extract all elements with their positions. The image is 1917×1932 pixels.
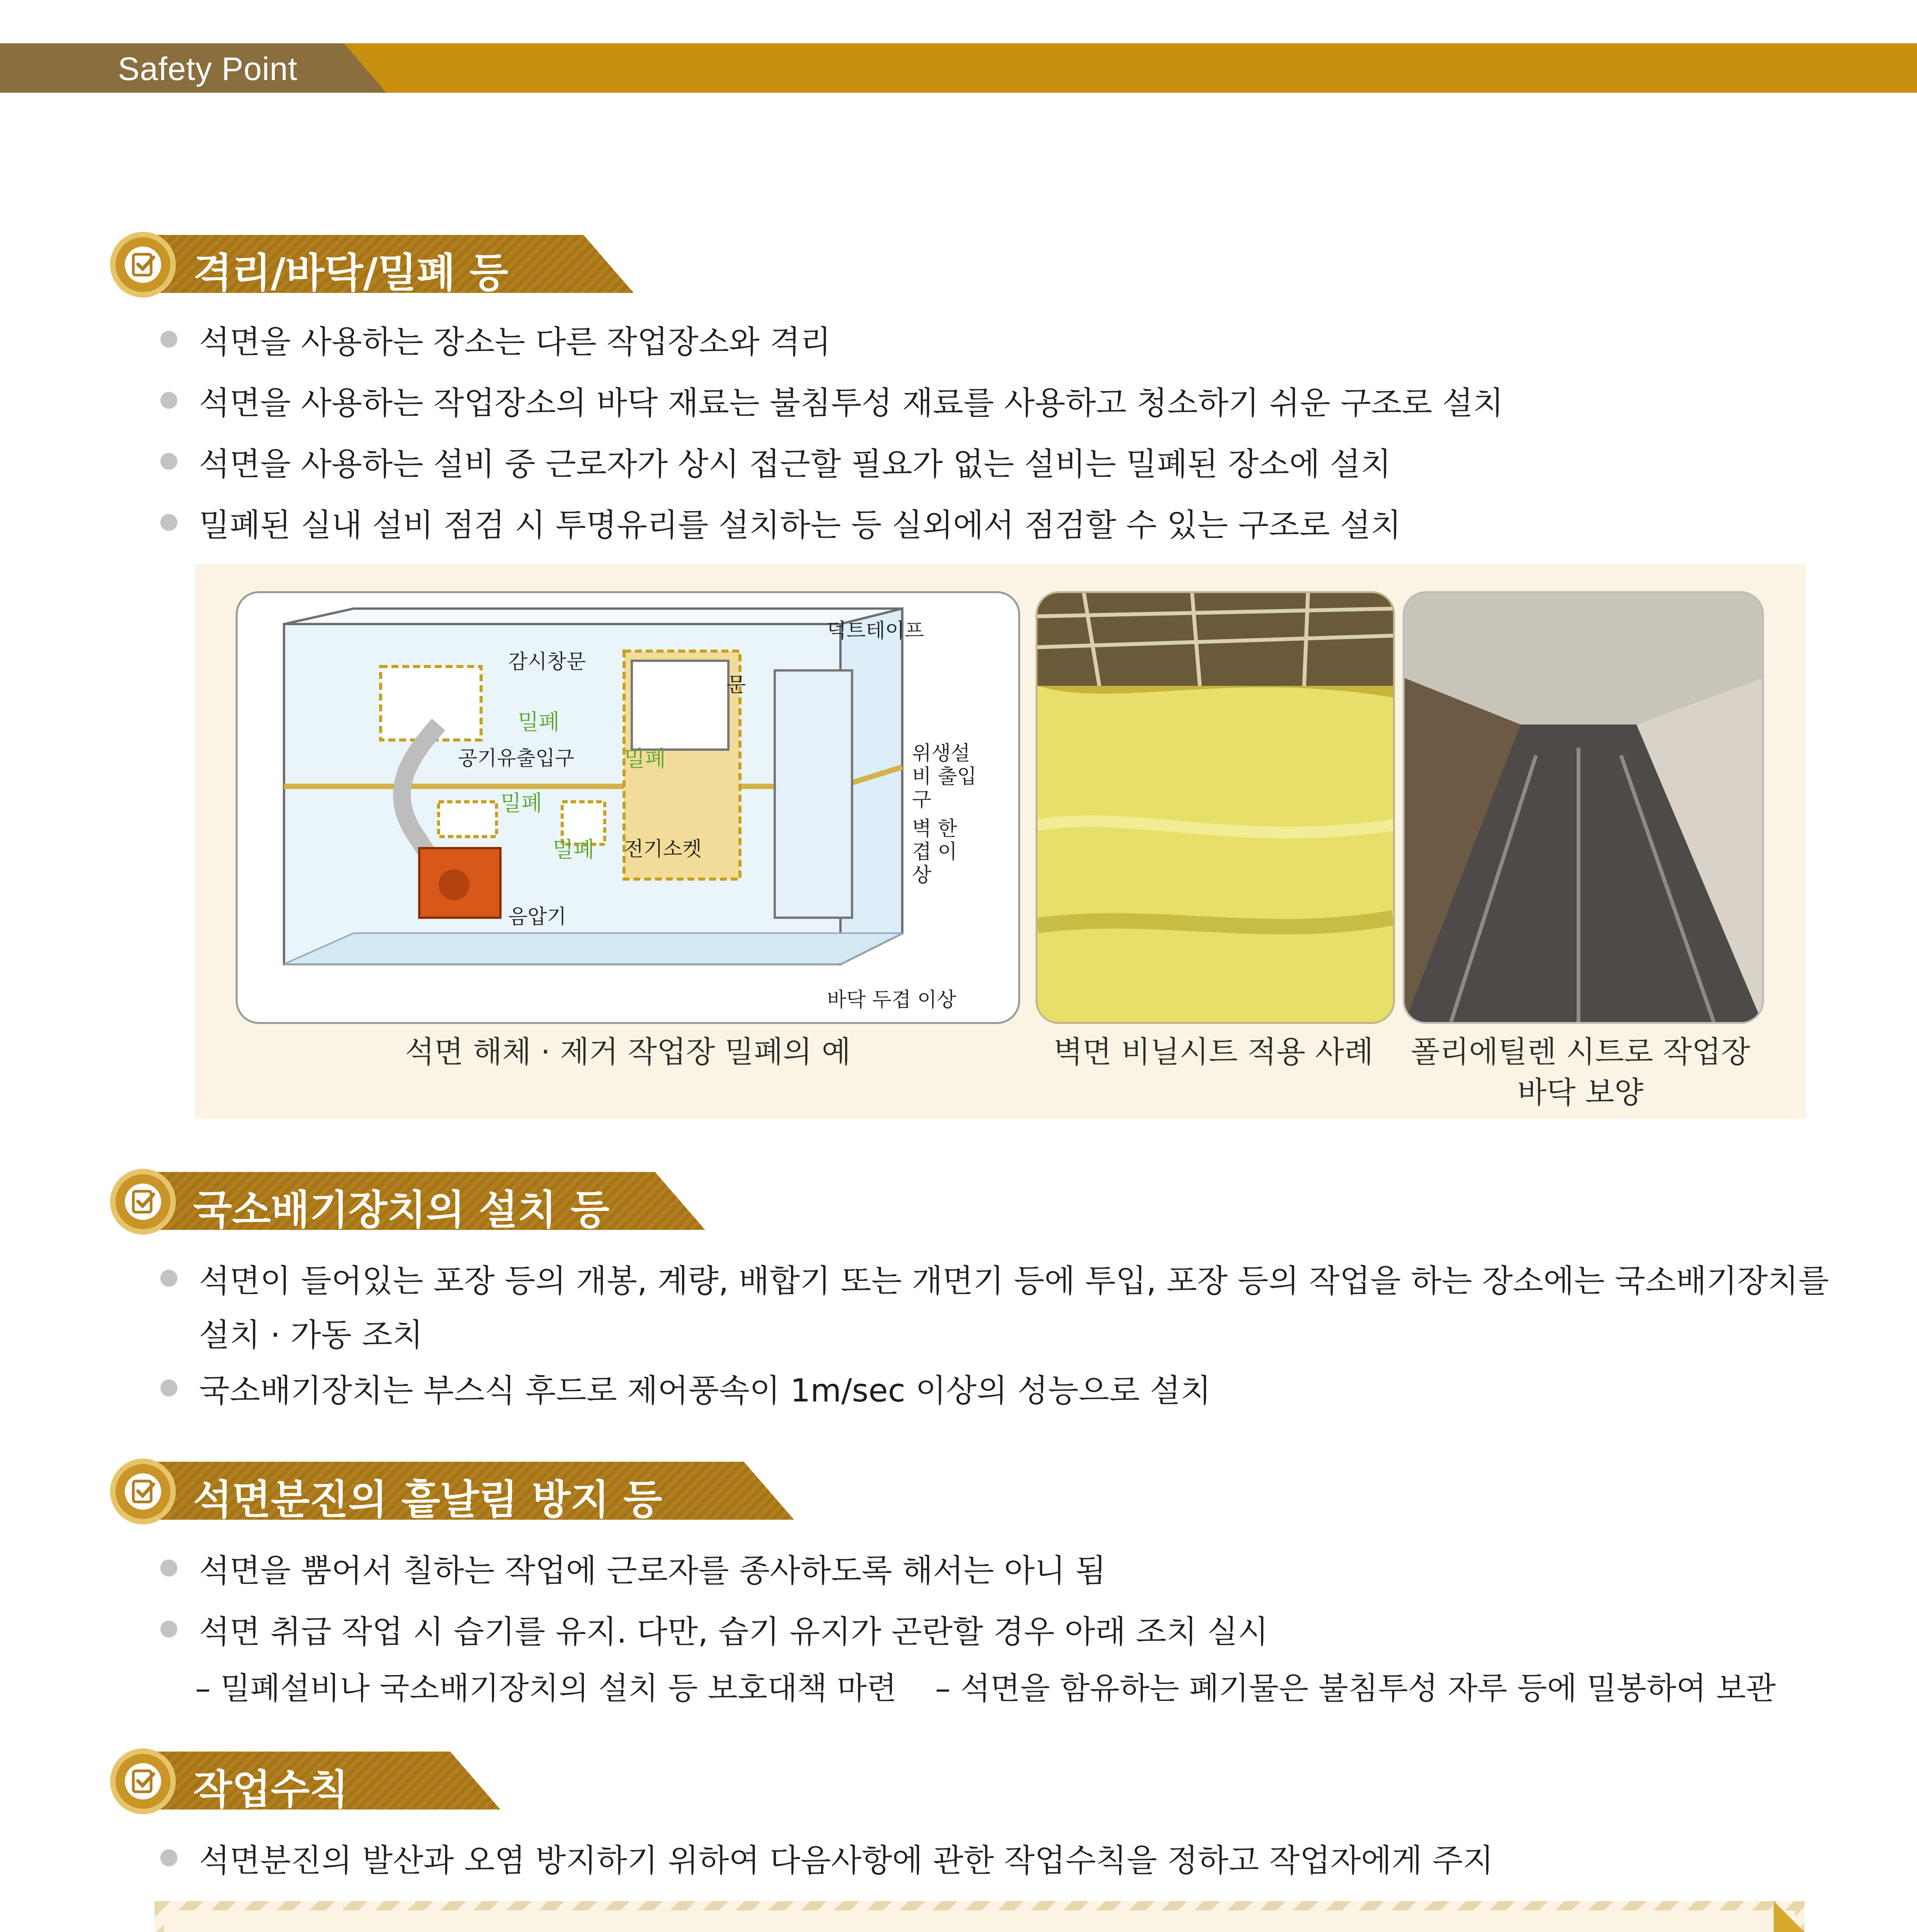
check-icon [110, 1459, 176, 1524]
subitem-text: – 밀폐설비나 국소배기장치의 설치 등 보호대책 마련 [195, 1670, 897, 1706]
label-outlet: 전기소켓 [624, 838, 702, 861]
label-hygiene-entrance: 위생설비 출입구 [912, 742, 977, 811]
section-title: 작업수칙 [193, 1766, 349, 1813]
check-icon [110, 232, 176, 298]
photo-wall-vinyl-sheet [1036, 591, 1395, 1024]
bullet-text-continued: 설치 · 가동 조치 [199, 1317, 423, 1354]
bullet-text: 석면을 뿜어서 칠하는 작업에 근로자를 종사하도록 해서는 아니 됨 [199, 1553, 1106, 1589]
bullet-text: 밀폐된 실내 설비 점검 시 투명유리를 설치하는 등 실외에서 점검할 수 있는 구조로 설치 [199, 507, 1402, 544]
label-wall-layer: 벽 한겹 이상 [912, 817, 957, 887]
rule-item [1028, 1928, 1499, 1932]
bullet-text: 석면이 들어있는 포장 등의 개봉, 계량, 배합기 또는 개면기 등에 투입, 포장 등의 작업을 하는 장소에는 국소배기장치를 [199, 1263, 1829, 1299]
photo-floor-polyethylene [1403, 591, 1764, 1024]
label-air-inlet: 공기유출입구 [458, 747, 575, 770]
label-duct-tape: 덕트테이프 [827, 619, 924, 643]
bullet-dot [160, 392, 177, 409]
label-sealed: 밀폐 [518, 710, 560, 735]
check-icon [110, 1748, 176, 1814]
bullet-text: 석면을 사용하는 작업장소의 바닥 재료는 불침투성 재료를 사용하고 청소하기 쉬운 구조로 설치 [199, 385, 1504, 422]
caption-diagram: 석면 해체 · 제거 작업장 밀폐의 예 [405, 1035, 851, 1070]
bullet-text: 석면을 사용하는 설비 중 근로자가 상시 접근할 필요가 없는 설비는 밀폐된 장소에 설치 [199, 446, 1391, 483]
label-sealed: 밀폐 [500, 791, 543, 816]
bullet-text: 석면을 사용하는 장소는 다른 작업장소와 격리 [199, 324, 831, 361]
section-header-isolation [110, 232, 651, 298]
section-header-dust [110, 1459, 806, 1524]
label-door: 문 [726, 673, 746, 697]
label-sealed: 밀폐 [624, 747, 666, 772]
bullet-dot [160, 1560, 177, 1577]
bullet-dot [160, 331, 177, 348]
bullet-dot [160, 1621, 177, 1638]
rules-box-border [155, 1901, 1805, 1932]
bullet-text: 석면 취급 작업 시 습기를 유지. 다만, 습기 유지가 곤란할 경우 아래 조치 실시 [199, 1614, 1269, 1650]
bullet-dot [160, 453, 177, 470]
bullet-dot [160, 1270, 177, 1287]
caption-photo2-line1: 폴리에틸렌 시트로 작업장 [1410, 1035, 1750, 1070]
section-title: 국소배기장치의 설치 등 [193, 1186, 610, 1233]
rules-box-corner [1774, 1901, 1805, 1932]
label-sealed: 밀폐 [553, 837, 595, 862]
rule-item [195, 1928, 850, 1932]
bullet-dot [160, 1379, 177, 1396]
caption-photo1: 벽면 비닐시트 적용 사례 [1053, 1035, 1373, 1070]
section-title: 격리/바닥/밀폐 등 [193, 249, 509, 296]
section-header-exhaust [110, 1169, 728, 1235]
bullet-dot [160, 1849, 177, 1866]
section-title: 석면분진의 흩날림 방지 등 [193, 1476, 662, 1523]
label-floor-layer: 바닥 두겹 이상 [827, 988, 956, 1012]
check-icon [110, 1169, 176, 1235]
subitem-text: – 석면을 함유하는 폐기물은 불침투성 자루 등에 밀봉하여 보관 [935, 1670, 1776, 1706]
enclosure-diagram [236, 591, 1020, 1024]
label-viewing-window: 감시창문 [508, 650, 586, 673]
bullet-dot [160, 514, 177, 531]
caption-photo2-line2: 바닥 보양 [1517, 1075, 1644, 1110]
header-tab-label: Safety Point [118, 51, 298, 87]
label-negative-pressure: 음압기 [508, 905, 566, 929]
section-header-rules [110, 1748, 497, 1814]
bullet-text: 석면분진의 발산과 오염 방지하기 위하여 다음사항에 관한 작업수칙을 정하고 작업자에게 주지 [199, 1842, 1493, 1879]
bullet-text: 국소배기장치는 부스식 후드로 제어풍속이 1m/sec 이상의 성능으로 설치 [199, 1372, 1211, 1409]
